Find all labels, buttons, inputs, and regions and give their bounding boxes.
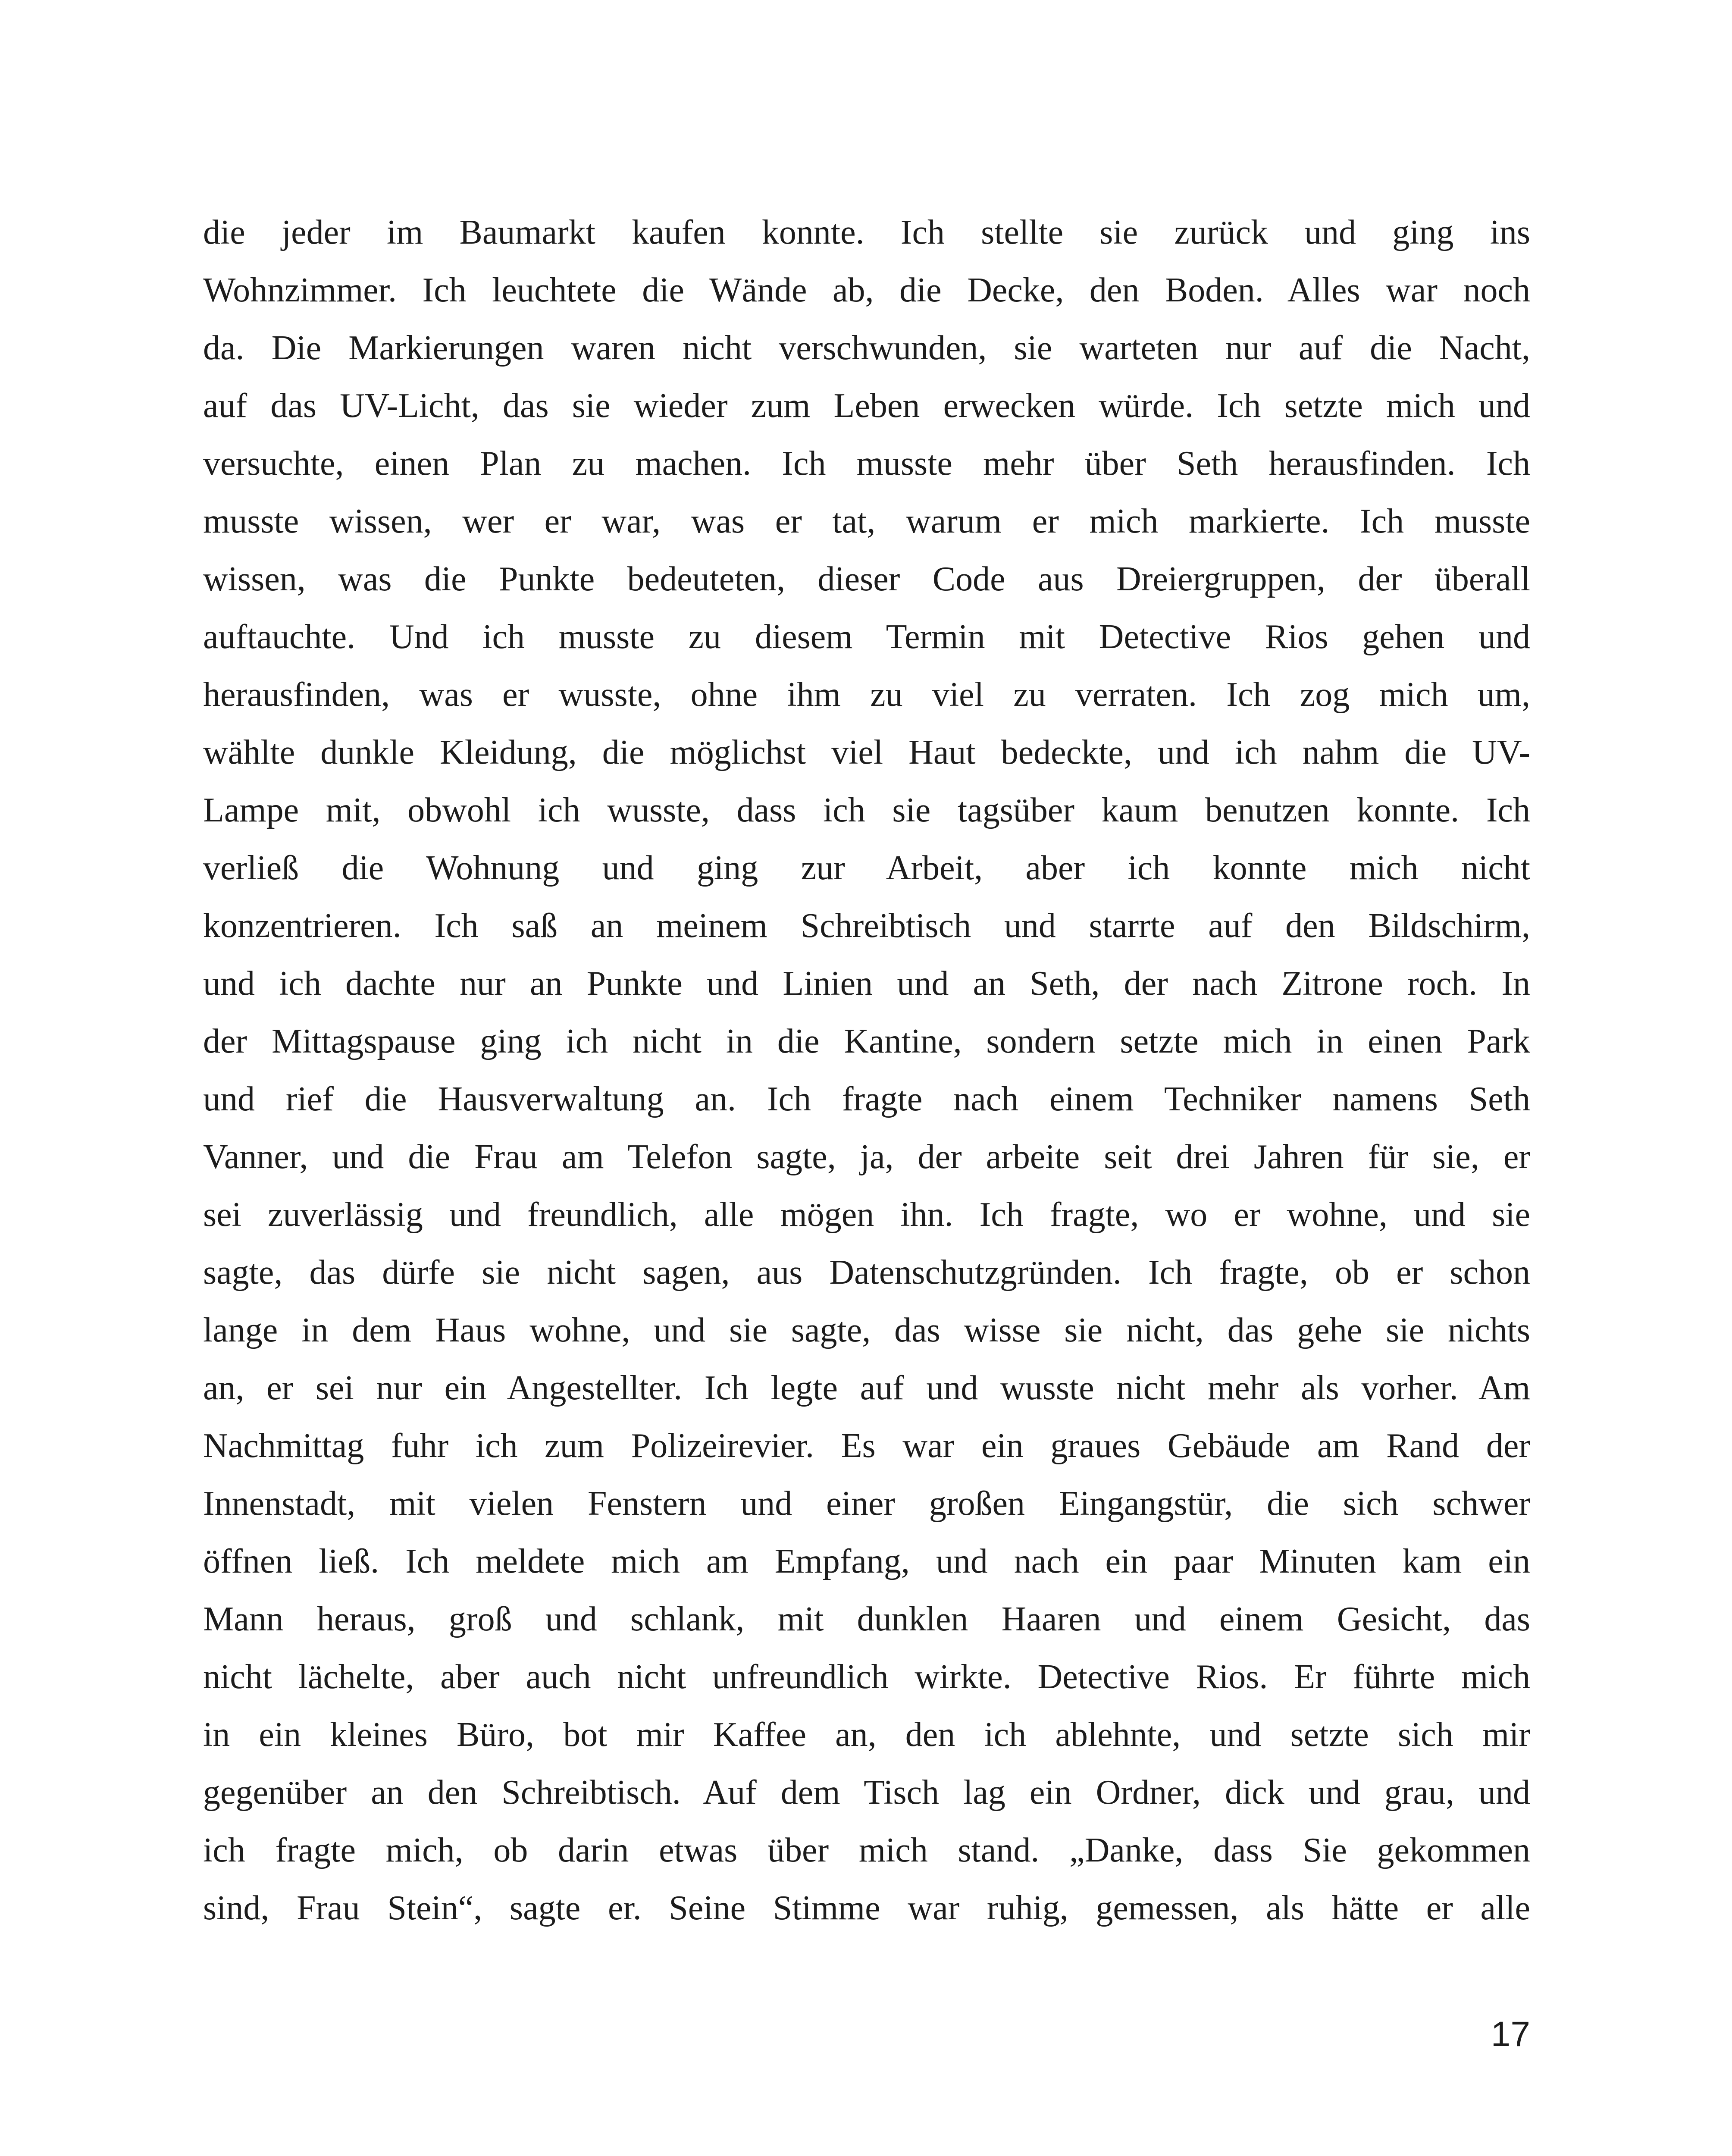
text-line: Wohnzimmer. Ich leuchtete die Wände ab, die Decke, den Boden. Alles war noch [203,271,1530,309]
text-line: lange in dem Haus wohne, und sie sagte, das wisse sie nicht, das gehe sie nichts [203,1311,1530,1349]
text-line: Mann heraus, groß und schlank, mit dunklen Haaren und einem Gesicht, das [203,1600,1530,1638]
text-line: gegenüber an den Schreibtisch. Auf dem Tisch lag ein Ordner, dick und grau, und [203,1774,1530,1811]
page-number: 17 [1491,2015,1530,2054]
text-line: die jeder im Baumarkt kaufen konnte. Ich stellte sie zurück und ging ins [203,213,1530,251]
text-line: sagte, das dürfe sie nicht sagen, aus Datenschutzgründen. Ich fragte, ob er schon [203,1253,1530,1291]
text-line: sind, Frau Stein“, sagte er. Seine Stimme war ruhig, gemessen, als hätte er alle [203,1889,1530,1927]
text-line: auf das UV-Licht, das sie wieder zum Leben erwecken würde. Ich setzte mich und [203,387,1530,425]
text-line: konzentrieren. Ich saß an meinem Schreibtisch und starrte auf den Bildschirm, [203,907,1530,945]
text-line: da. Die Markierungen waren nicht verschwunden, sie warteten nur auf die Nacht, [203,329,1530,367]
body-text [203,204,1530,1937]
text-line: und rief die Hausverwaltung an. Ich fragte nach einem Techniker namens Seth [203,1080,1530,1118]
text-line: herausfinden, was er wusste, ohne ihm zu viel zu verraten. Ich zog mich um, [203,676,1530,714]
text-line: der Mittagspause ging ich nicht in die Kantine, sondern setzte mich in einen Park [203,1022,1530,1060]
text-line: musste wissen, wer er war, was er tat, warum er mich markierte. Ich musste [203,502,1530,540]
text-line: auftauchte. Und ich musste zu diesem Termin mit Detective Rios gehen und [203,618,1530,656]
text-line: in ein kleines Büro, bot mir Kaffee an, den ich ablehnte, und setzte sich mir [203,1716,1530,1754]
text-line: Lampe mit, obwohl ich wusste, dass ich sie tagsüber kaum benutzen konnte. Ich [203,791,1530,829]
text-line: wissen, was die Punkte bedeuteten, dieser Code aus Dreiergruppen, der überall [203,560,1530,598]
text-line: wählte dunkle Kleidung, die möglichst viel Haut bedeckte, und ich nahm die UV- [203,733,1530,771]
text-line: nicht lächelte, aber auch nicht unfreundlich wirkte. Detective Rios. Er führte mich [203,1658,1530,1696]
text-line: an, er sei nur ein Angestellter. Ich legte auf und wusste nicht mehr als vorher. Am [203,1369,1530,1407]
text-line: versuchte, einen Plan zu machen. Ich musste mehr über Seth herausfinden. Ich [203,445,1530,483]
text-line: sei zuverlässig und freundlich, alle mögen ihn. Ich fragte, wo er wohne, und sie [203,1196,1530,1234]
text-line: verließ die Wohnung und ging zur Arbeit, aber ich konnte mich nicht [203,849,1530,887]
text-line: Nachmittag fuhr ich zum Polizeirevier. Es war ein graues Gebäude am Rand der [203,1427,1530,1465]
text-line: Innenstadt, mit vielen Fenstern und einer großen Eingangstür, die sich schwer [203,1485,1530,1523]
text-line: und ich dachte nur an Punkte und Linien und an Seth, der nach Zitrone roch. In [203,965,1530,1003]
text-line: Vanner, und die Frau am Telefon sagte, ja, der arbeite seit drei Jahren für sie, er [203,1138,1530,1176]
text-line: öffnen ließ. Ich meldete mich am Empfang, und nach ein paar Minuten kam ein [203,1542,1530,1580]
text-line: ich fragte mich, ob darin etwas über mich stand. „Danke, dass Sie gekommen [203,1831,1530,1869]
